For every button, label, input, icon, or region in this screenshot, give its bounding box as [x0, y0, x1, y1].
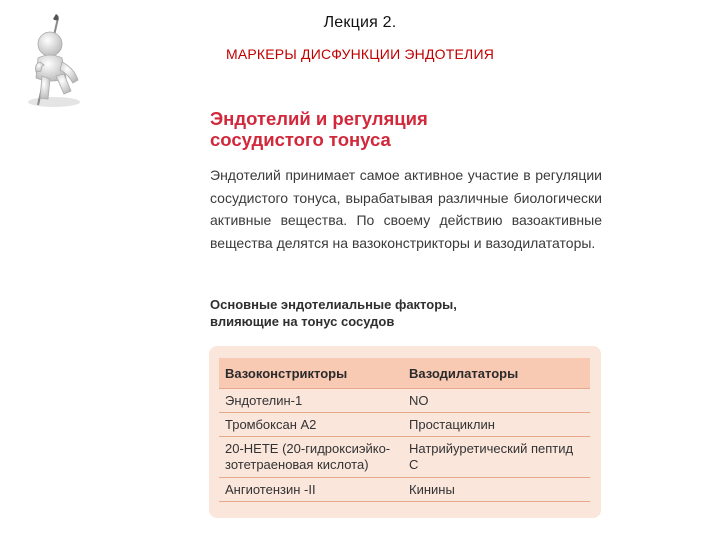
table-cell: Кинины: [403, 478, 590, 502]
header-vasodilators: Вазодилататоры: [403, 358, 590, 389]
section-heading-line1: Эндотелий и регуляция: [210, 108, 428, 129]
factors-table: [219, 358, 590, 502]
table-row: [219, 413, 590, 437]
header-vasoconstrictors: Вазоконстрикторы: [219, 358, 403, 389]
table-caption-line2: влияющие на тонус сосудов: [210, 314, 395, 329]
table-header-row: [219, 358, 590, 389]
table-cell: Тромбоксан А2: [219, 413, 403, 437]
lecture-label: Лекция 2.: [323, 14, 397, 31]
table-caption-line1: Основные эндотелиальные факторы,: [210, 297, 457, 312]
section-heading: [210, 108, 610, 150]
factors-table-card: [209, 346, 601, 518]
table-cell: NO: [403, 389, 590, 413]
table-row: [219, 389, 590, 413]
slide-title: МАРКЕРЫ ДИСФУНКЦИИ ЭНДОТЕЛИЯ: [225, 46, 495, 62]
table-cell: 20-НЕТЕ (20-гидроксиэйко-зотетраеновая кислота): [219, 437, 403, 478]
table-cell: Эндотелин-1: [219, 389, 403, 413]
section-heading-line2: сосудистого тонуса: [210, 129, 391, 150]
table-cell: Натрийуретический пептид С: [403, 437, 590, 478]
table-row: [219, 478, 590, 502]
table-caption: [210, 296, 570, 330]
table-cell: Ангиотензин -II: [219, 478, 403, 502]
table-row: [219, 437, 590, 478]
table-cell: Простациклин: [403, 413, 590, 437]
body-paragraph: Эндотелий принимает самое активное участие в регуляции сосудистого тонуса, вырабатывая различные биологически активные вещества. По своему действию вазоактивные вещества делятся на вазоконстрикторы и вазодилататоры.: [210, 167, 602, 251]
